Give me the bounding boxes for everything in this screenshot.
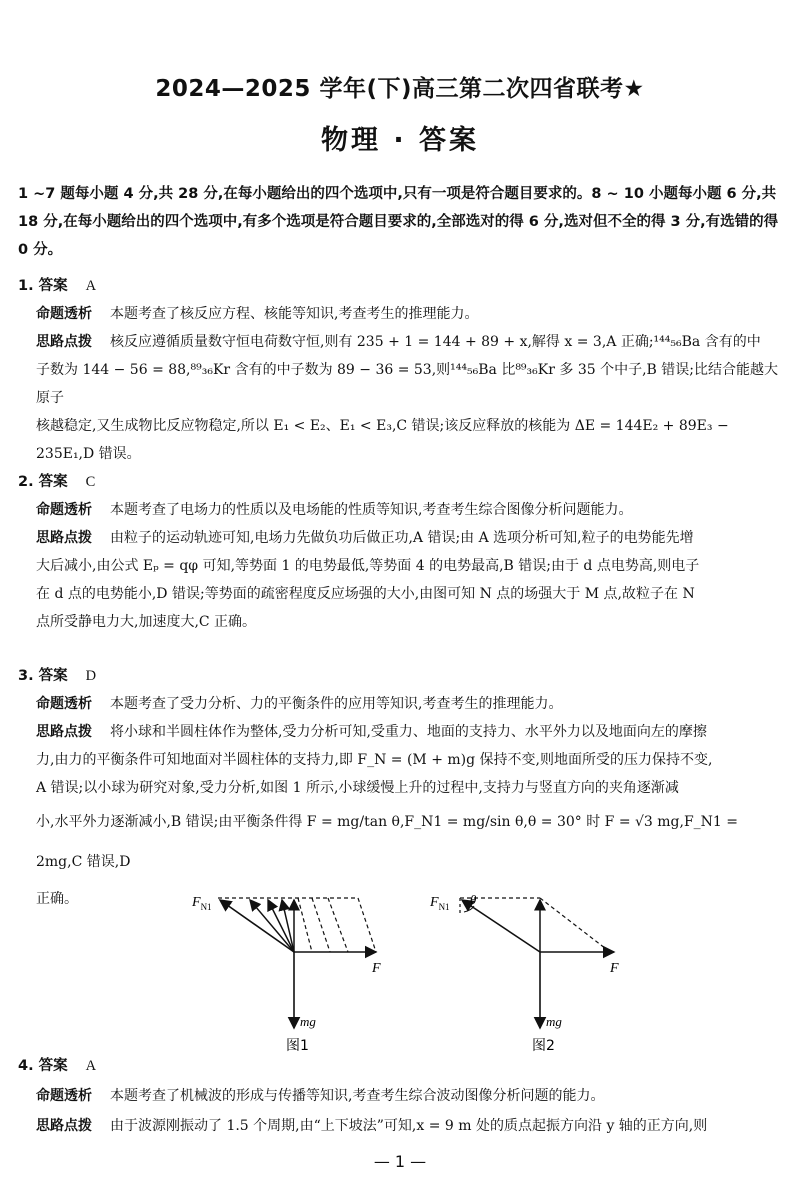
answer-2-block bbox=[18, 468, 786, 636]
normal-force-arrow bbox=[462, 900, 540, 952]
dashed-line bbox=[540, 898, 610, 952]
answer-1-intent bbox=[18, 300, 786, 328]
answer-1-header bbox=[18, 272, 786, 300]
answer-3-hint-line: A 错误;以小球为研究对象,受力分析,如图 1 所示,小球缓慢上升的过程中,支持力与竖直方向的夹角逐渐减 bbox=[36, 780, 679, 796]
answer-2-hint-line: 由粒子的运动轨迹可知,电场力先做负功后做正功,A 错误;由 A 选项分析可知,粒子的电势能先增 bbox=[110, 530, 694, 546]
answer-4-header bbox=[18, 1052, 786, 1080]
answer-1-hint bbox=[18, 328, 786, 356]
answer-3-intent-text: 本题考查了受力分析、力的平衡条件的应用等知识,考查考生的推理能力。 bbox=[110, 696, 563, 712]
answer-2-header bbox=[18, 468, 786, 496]
answer-1-intent-text: 本题考查了核反应方程、核能等知识,考查考生的推理能力。 bbox=[110, 306, 479, 322]
answer-4-hint-line: 由于波源刚振动了 1.5 个周期,由“上下坡法”可知,x = 9 m 处的质点起振方向沿 y 轴的正方向,则 bbox=[110, 1118, 708, 1134]
answer-4-block bbox=[18, 1052, 786, 1140]
hint-label: 思路点拨 bbox=[36, 334, 92, 350]
dashed-line bbox=[298, 898, 312, 952]
instructions-paragraph: 1 ~7 题每小题 4 分,共 28 分,在每小题给出的四个选项中,只有一项是符合题目要求的。8 ~ 10 小题每小题 6 分,共 18 分,在每小题给出的四个选项中,有多个选项是符合题目要求的,全部选对的得 6 分,选对但不全的得 3 分,有选错的得 0 分。 bbox=[18, 186, 779, 258]
answer-2-hint bbox=[18, 524, 786, 552]
figure-1-caption: 图1 bbox=[286, 1038, 309, 1054]
answer-2-hint-line: 在 d 点的电势能小,D 错误;等势面的疏密程度反应场强的大小,由图可知 N 点的场强大于 M 点,故粒子在 N bbox=[36, 586, 695, 602]
theta-label: θ bbox=[470, 892, 477, 907]
answer-4-intent-text: 本题考查了机械波的形成与传播等知识,考查考生综合波动图像分析问题的能力。 bbox=[110, 1088, 605, 1104]
answer-3-hint-line: 正确。 bbox=[36, 891, 78, 907]
answer-3-value: D bbox=[85, 668, 97, 684]
answer-1-value: A bbox=[85, 278, 97, 294]
intent-label: 命题透析 bbox=[36, 306, 92, 322]
fn1-label: $F_{N1}$ bbox=[192, 895, 212, 912]
intent-label: 命题透析 bbox=[36, 696, 92, 712]
force-diagram-2 bbox=[428, 876, 638, 1056]
intent-label: 命题透析 bbox=[36, 1088, 92, 1104]
dashed-line bbox=[358, 898, 376, 952]
answer-1-block bbox=[18, 272, 786, 468]
answer-1-hint-line: 子数为 144 − 56 = 88,⁸⁹₃₆Kr 含有的中子数为 89 − 36 = 53,则¹⁴⁴₅₆Ba 比⁸⁹₃₆Kr 多 35 个中子,B 错误;比结合能越大原子 bbox=[36, 362, 778, 406]
hint-label: 思路点拨 bbox=[36, 530, 92, 546]
dashed-line bbox=[312, 898, 330, 952]
answer-3-hint-line: 将小球和半圆柱体作为整体,受力分析可知,受重力、地面的支持力、水平外力以及地面向左的摩擦 bbox=[110, 724, 707, 740]
answer-1-hint-line: 235E₁,D 错误。 bbox=[36, 446, 141, 462]
answer-2-hint-line: 点所受静电力大,加速度大,C 正确。 bbox=[36, 614, 257, 630]
page-number: — 1 — bbox=[373, 1152, 427, 1171]
page-subtitle: 物理 · 答案 bbox=[320, 125, 480, 156]
answer-4-intent bbox=[18, 1080, 786, 1112]
answer-3-block bbox=[18, 662, 786, 916]
answer-2-label: 2. 答案 bbox=[18, 474, 68, 490]
answer-2-hint-line: 大后减小,由公式 Eₚ = qφ 可知,等势面 1 的电势最低,等势面 4 的电势最高,B 错误;由于 d 点电势高,则电子 bbox=[36, 558, 700, 574]
answer-2-intent bbox=[18, 496, 786, 524]
answer-2-value: C bbox=[85, 474, 96, 490]
dashed-line bbox=[328, 898, 348, 952]
answer-4-value: A bbox=[85, 1058, 97, 1074]
answer-3-label: 3. 答案 bbox=[18, 668, 68, 684]
figure-2 bbox=[428, 876, 638, 1060]
answer-3-header bbox=[18, 662, 786, 690]
answer-3-hint-line: 力,由力的平衡条件可知地面对半圆柱体的支持力,即 F_N = (M + m)g 保持不变,则地面所受的压力保持不变, bbox=[36, 752, 713, 768]
answer-1-hint-line: 核反应遵循质量数守恒电荷数守恒,则有 235 + 1 = 144 + 89 + x,解得 x = 3,A 正确;¹⁴⁴₅₆Ba 含有的中 bbox=[110, 334, 761, 350]
hint-label: 思路点拨 bbox=[36, 1118, 92, 1134]
hint-label: 思路点拨 bbox=[36, 724, 92, 740]
f-label: F bbox=[372, 961, 381, 976]
figure-1 bbox=[190, 876, 390, 1060]
answer-1-hint-line: 核越稳定,又生成物比反应物稳定,所以 E₁ < E₂、E₁ < E₃,C 错误;该反应释放的核能为 ΔE = 144E₂ + 89E₃ − bbox=[36, 418, 729, 434]
mg-label: mg bbox=[546, 1014, 562, 1029]
page-title: 2024—2025 学年(下)高三第二次四省联考★ bbox=[155, 76, 645, 102]
f-label: F bbox=[610, 961, 619, 976]
answer-2-intent-text: 本题考查了电场力的性质以及电场能的性质等知识,考查考生综合图像分析问题能力。 bbox=[110, 502, 633, 518]
force-diagram-1 bbox=[190, 876, 390, 1056]
answer-1-label: 1. 答案 bbox=[18, 278, 68, 294]
answer-3-intent bbox=[18, 690, 786, 718]
answer-3-hint bbox=[18, 718, 786, 746]
intent-label: 命题透析 bbox=[36, 502, 92, 518]
mg-label: mg bbox=[300, 1014, 316, 1029]
figure-2-caption: 图2 bbox=[532, 1038, 555, 1054]
answer-3-hint-line: 小,水平外力逐渐减小,B 错误;由平衡条件得 F = mg/tan θ,F_N1 = mg/sin θ,θ = 30° 时 F = √3 mg,F_N1 = 2mg,C 错误,D bbox=[36, 814, 739, 870]
answer-4-hint bbox=[18, 1112, 786, 1140]
fn1-label: $F_{N1}$ bbox=[430, 895, 450, 912]
answer-4-label: 4. 答案 bbox=[18, 1058, 68, 1074]
